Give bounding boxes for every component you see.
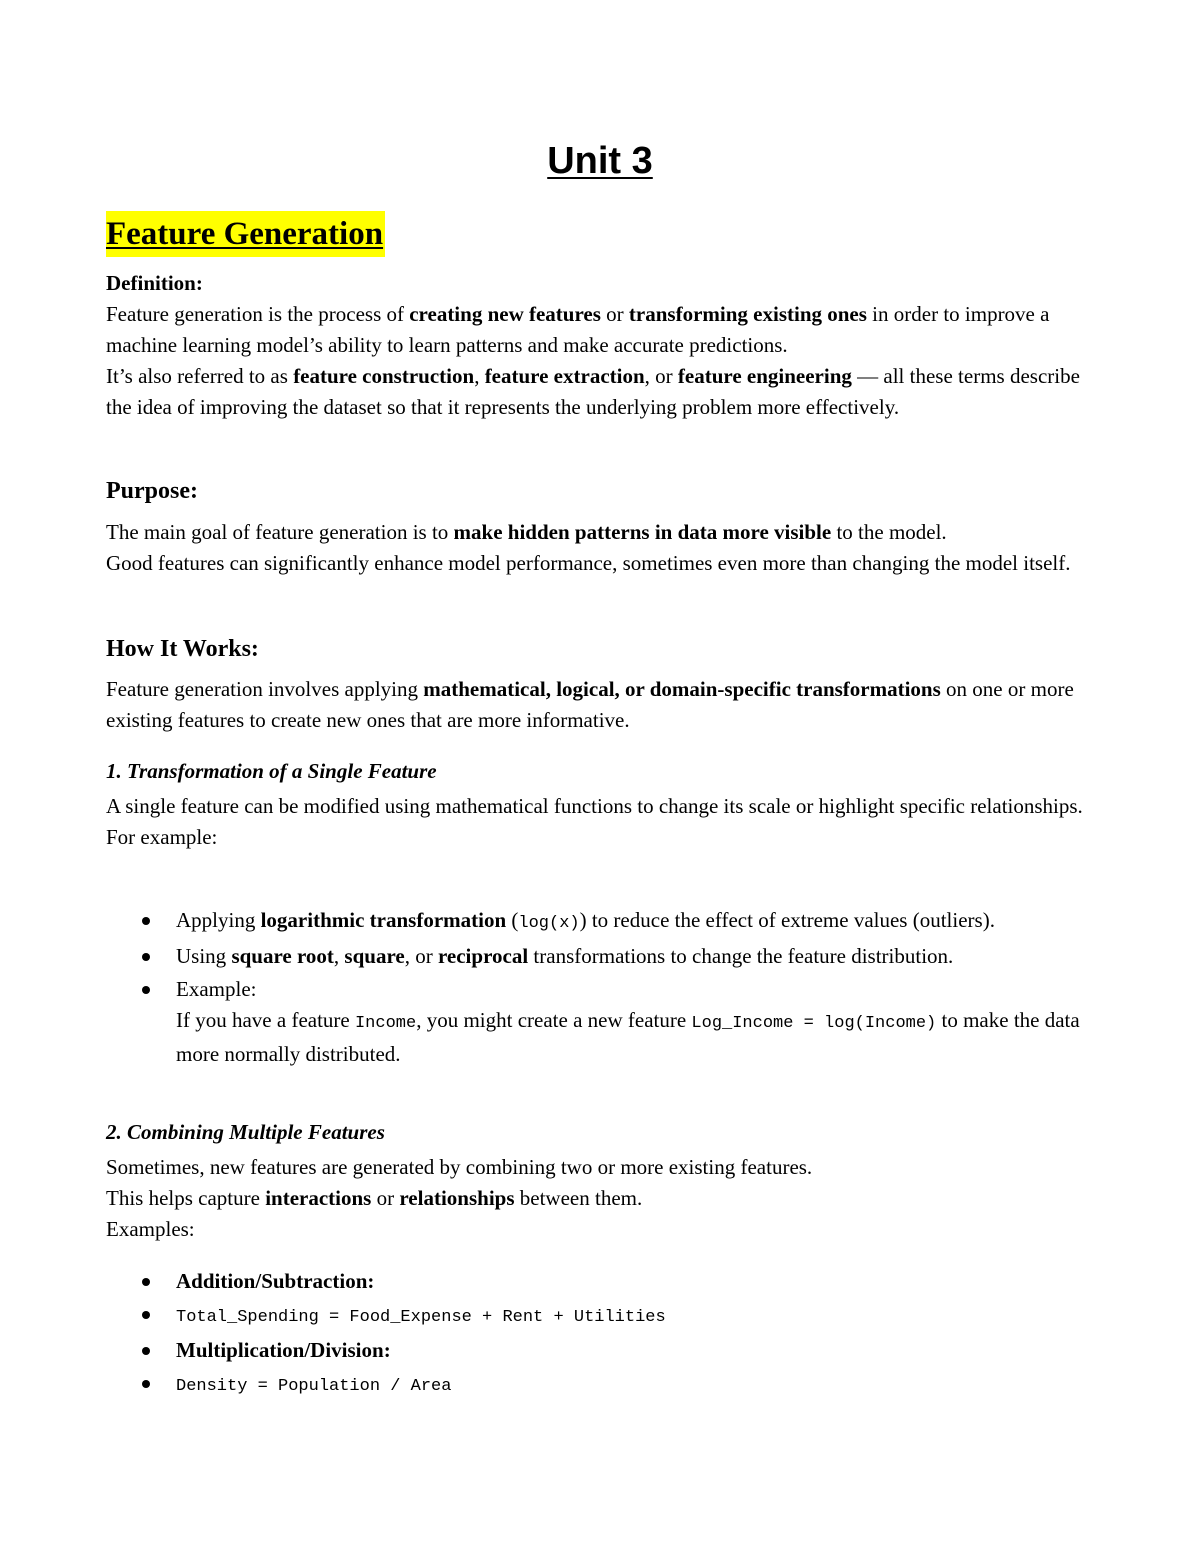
how-it-works-heading: How It Works:: [106, 636, 259, 662]
subsection-1-text: [106, 791, 1096, 853]
list-item: Multiplication/Division:: [106, 1335, 1096, 1366]
purpose-paragraph-1: The main goal of feature generation is to make hidden patterns in data more visible to the model.: [106, 520, 947, 544]
definition-block: [106, 268, 1096, 423]
list-item: Example: If you have a feature Income, you might create a new feature Log_Income = log(Income) to make the data more normally distributed.: [106, 974, 1096, 1070]
subsection-1-paragraph: A single feature can be modified using mathematical functions to change its scale or highlight specific relationships.: [106, 794, 1083, 818]
list-item: Using square root, square, or reciprocal transformations to change the feature distribution.: [106, 941, 1096, 972]
unit-title: Unit 3: [547, 140, 653, 182]
purpose-block: [106, 517, 1096, 579]
list-item: Addition/Subtraction:: [106, 1266, 1096, 1297]
list-item: Density = Population / Area: [106, 1368, 1096, 1402]
purpose-paragraph-2: Good features can significantly enhance model performance, sometimes even more than changing the model itself.: [106, 551, 1071, 575]
definition-paragraph-1: Feature generation is the process of creating new features or transforming existing ones in order to improve a machine learning model’s ability to learn patterns and make accurate predictions.: [106, 302, 1050, 357]
purpose-heading: Purpose:: [106, 478, 198, 504]
definition-label: Definition:: [106, 271, 203, 295]
section-title: Feature Generation: [106, 211, 385, 257]
list-item: Applying logarithmic transformation (log(x)) to reduce the effect of extreme values (outliers).: [106, 905, 1096, 939]
subsection-2-paragraph-2: This helps capture interactions or relationships between them.: [106, 1186, 643, 1210]
subsection-1-heading: 1. Transformation of a Single Feature: [106, 759, 437, 783]
combining-bullet-list: [106, 1266, 1096, 1404]
examples-text: Examples:: [106, 1217, 195, 1241]
for-example-text: For example:: [106, 825, 218, 849]
transformation-bullet-list: [106, 905, 1096, 1072]
list-item: Total_Spending = Food_Expense + Rent + Utilities: [106, 1299, 1096, 1333]
how-it-works-paragraph: Feature generation involves applying mathematical, logical, or domain-specific transformations on one or more existing features to create new ones that are more informative.: [106, 677, 1074, 732]
subsection-2-text: [106, 1152, 1096, 1245]
definition-paragraph-2: It’s also referred to as feature construction, feature extraction, or feature engineering — all these terms describe the idea of improving the dataset so that it represents the underlying problem more effectively.: [106, 364, 1080, 419]
subsection-2-paragraph-1: Sometimes, new features are generated by combining two or more existing features.: [106, 1155, 813, 1179]
subsection-2-heading: 2. Combining Multiple Features: [106, 1120, 385, 1144]
